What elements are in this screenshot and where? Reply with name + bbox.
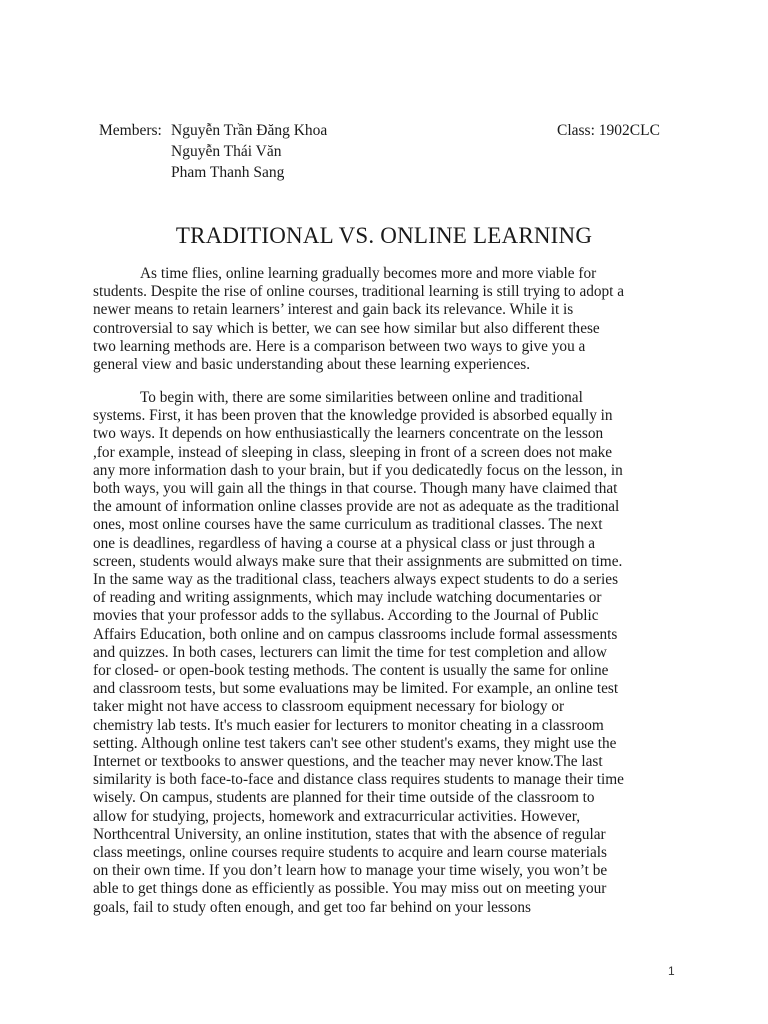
paragraph-line: ,for example, instead of sleeping in class, sleeping in front of a screen does not make (93, 443, 613, 461)
paragraph-line: taker might not have access to classroom equipment necessary for biology or (93, 698, 565, 716)
paragraph-line: movies that your professor adds to the syllabus. According to the Journal of Public (93, 607, 599, 625)
paragraph-line: Internet or textbooks to answer questions, and the teacher may never know.The last (93, 753, 603, 771)
paragraph-line: As time flies, online learning gradually becomes more and more viable for (140, 265, 597, 282)
paragraph-line: controversial to say which is better, we can see how similar but also different these (93, 319, 600, 337)
paragraph-line: Affairs Education, both online and on campus classrooms include formal assessments (93, 625, 618, 643)
paragraph-line: class meetings, online courses require students to acquire and learn course materials (93, 844, 607, 862)
paragraph-line: one is deadlines, regardless of having a course at a physical class or just through a (93, 534, 596, 552)
paragraph-line: and classroom tests, but some evaluations may be limited. For example, an online test (93, 680, 619, 698)
paragraph-line: students. Despite the rise of online courses, traditional learning is still trying to adopt a (93, 283, 625, 301)
class-label: Class: 1902CLC (557, 122, 660, 139)
paragraph-line: the amount of information online classes provide are not as adequate as the traditional (93, 498, 620, 516)
document-title: TRADITIONAL VS. ONLINE LEARNING (175, 223, 593, 248)
paragraph-line: goals, fail to study often enough, and get too far behind on your lessons (93, 898, 532, 916)
paragraph-line: newer means to retain learners’ interest and gain back its relevance. While it is (93, 301, 574, 319)
paragraph-line: wisely. On campus, students are planned for their time outside of the classroom to (93, 789, 595, 807)
paragraph-line: Northcentral University, an online institution, states that with the absence of regular (93, 825, 606, 843)
paragraph-line: any more information dash to your brain, but if you dedicatedly focus on the lesson, in (93, 461, 623, 479)
paragraph-line: both ways, you will gain all the things in that course. Though many have claimed that (93, 480, 618, 498)
member-name: Nguyễn Trần Đăng Khoa (171, 122, 328, 139)
paragraph-line: ones, most online courses have the same curriculum as traditional classes. The next (93, 516, 603, 534)
paragraph-line: able to get things done as efficiently as possible. You may miss out on meeting your (93, 880, 607, 898)
paragraph-line: and quizzes. In both cases, lecturers can limit the time for test completion and allow (93, 643, 607, 661)
member-name: Nguyễn Thái Văn (171, 143, 282, 160)
paragraph-line: systems. First, it has been proven that the knowledge provided is absorbed equally in (93, 407, 613, 425)
paragraph-line: In the same way as the traditional class, teachers always expect students to do a series (93, 571, 619, 589)
page-number: 1 (668, 964, 675, 978)
paragraph-line: on their own time. If you don’t learn how to manage your time wisely, you won’t be (93, 862, 608, 880)
paragraph-line: general view and basic understanding about these learning experiences. (93, 356, 531, 374)
paragraph-line: of reading and writing assignments, which may include watching documentaries or (93, 589, 602, 607)
paragraph-line: setting. Although online test takers can't see other student's exams, they might use the (93, 734, 617, 752)
paragraph-line: To begin with, there are some similarities between online and traditional (140, 389, 583, 406)
paragraph-line: similarity is both face-to-face and distance class requires students to manage their time (93, 771, 624, 789)
paragraph-similarities (93, 389, 693, 917)
paragraph-line: two learning methods are. Here is a comparison between two ways to give you a (93, 337, 586, 355)
paragraph-line: allow for studying, projects, homework and extracurricular activities. However, (93, 807, 581, 825)
paragraph-intro (93, 265, 693, 374)
members-label: Members: (99, 122, 162, 139)
paragraph-line: two ways. It depends on how enthusiastically the learners concentrate on the lesson (93, 425, 604, 443)
member-name: Pham Thanh Sang (171, 164, 285, 181)
paragraph-line: for closed- or open-book testing methods. The content is usually the same for online (93, 662, 609, 680)
paragraph-line: chemistry lab tests. It's much easier for lecturers to monitor cheating in a classroom (93, 716, 604, 734)
paragraph-line: screen, students would always make sure that their assignments are submitted on time. (93, 552, 623, 570)
